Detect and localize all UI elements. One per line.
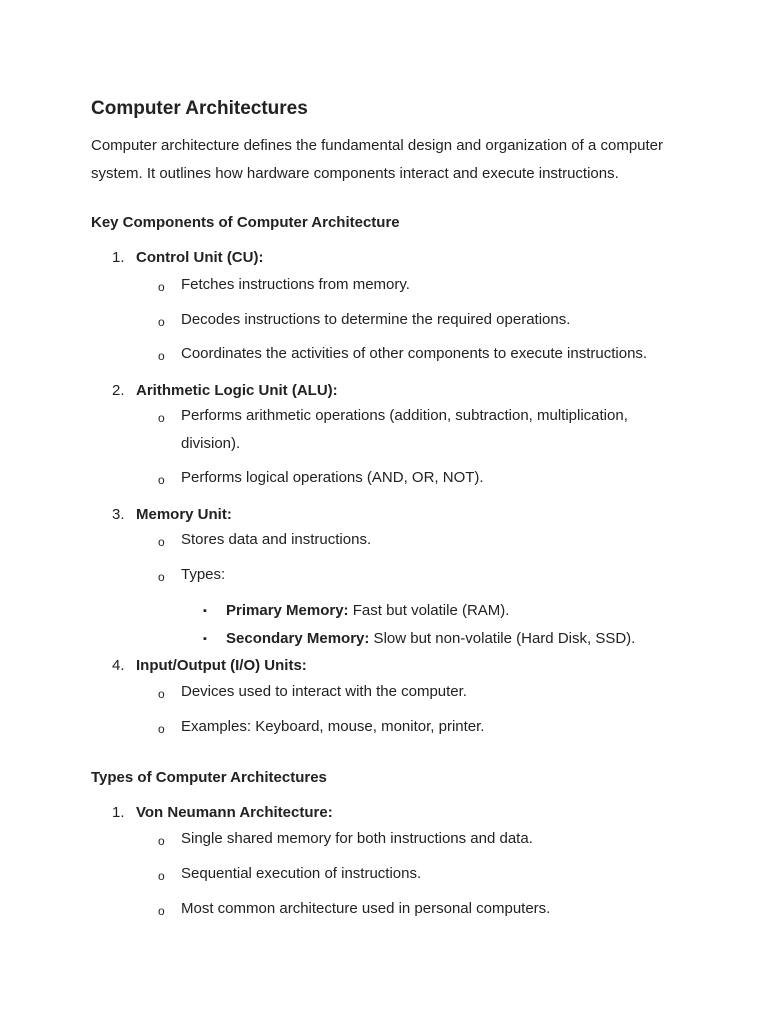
circle-bullet-icon: o bbox=[158, 722, 165, 736]
intro-paragraph: Computer architecture defines the fundamental design and organization of a computer system. It outlines how hardware components interact and execute instructions. bbox=[91, 137, 664, 182]
list-number: 1. bbox=[112, 249, 125, 266]
memory-type-text: Fast but volatile (RAM). bbox=[348, 602, 510, 619]
circle-bullet-icon: o bbox=[158, 411, 165, 425]
circle-bullet-icon: o bbox=[158, 535, 165, 549]
memory-type-label: Secondary Memory: bbox=[226, 630, 370, 647]
list-point: Stores data and instructions. bbox=[181, 531, 372, 548]
section-heading-types: Types of Computer Architectures bbox=[91, 769, 327, 786]
list-point: Types: bbox=[181, 566, 226, 583]
list-number: 2. bbox=[112, 382, 125, 399]
list-point: Performs arithmetic operations (addition, subtraction, multiplication, division). bbox=[181, 407, 628, 452]
section-heading-key-components: Key Components of Computer Architecture bbox=[91, 214, 400, 231]
circle-bullet-icon: o bbox=[158, 349, 165, 363]
list-item-title-io-units: Input/Output (I/O) Units: bbox=[136, 657, 307, 674]
square-bullet-icon: ▪ bbox=[203, 605, 207, 617]
memory-type-item bbox=[226, 629, 706, 649]
circle-bullet-icon: o bbox=[158, 869, 165, 883]
list-item-title-alu: Arithmetic Logic Unit (ALU): bbox=[136, 382, 338, 399]
circle-bullet-icon: o bbox=[158, 473, 165, 487]
list-item-title-control-unit: Control Unit (CU): bbox=[136, 249, 264, 266]
circle-bullet-icon: o bbox=[158, 834, 165, 848]
list-point: Most common architecture used in personal computers. bbox=[181, 900, 551, 917]
square-bullet-icon: ▪ bbox=[203, 633, 207, 645]
list-number: 1. bbox=[112, 804, 125, 821]
list-point: Examples: Keyboard, mouse, monitor, printer. bbox=[181, 718, 485, 735]
list-number: 3. bbox=[112, 506, 125, 523]
circle-bullet-icon: o bbox=[158, 687, 165, 701]
memory-type-item bbox=[226, 601, 706, 621]
circle-bullet-icon: o bbox=[158, 315, 165, 329]
list-item-title-von-neumann: Von Neumann Architecture: bbox=[136, 804, 333, 821]
list-point: Single shared memory for both instructions and data. bbox=[181, 830, 533, 847]
document-title: Computer Architectures bbox=[91, 98, 308, 119]
list-point: Coordinates the activities of other components to execute instructions. bbox=[181, 345, 648, 362]
list-item-title-memory-unit: Memory Unit: bbox=[136, 506, 232, 523]
circle-bullet-icon: o bbox=[158, 280, 165, 294]
list-point: Sequential execution of instructions. bbox=[181, 865, 422, 882]
list-point: Devices used to interact with the computer. bbox=[181, 683, 467, 700]
memory-type-label: Primary Memory: bbox=[226, 602, 349, 619]
circle-bullet-icon: o bbox=[158, 570, 165, 584]
list-number: 4. bbox=[112, 657, 125, 674]
memory-type-text: Slow but non-volatile (Hard Disk, SSD). bbox=[369, 630, 636, 647]
list-point: Decodes instructions to determine the required operations. bbox=[181, 311, 571, 328]
list-point: Performs logical operations (AND, OR, NOT). bbox=[181, 469, 484, 486]
circle-bullet-icon: o bbox=[158, 904, 165, 918]
list-point: Fetches instructions from memory. bbox=[181, 276, 410, 293]
